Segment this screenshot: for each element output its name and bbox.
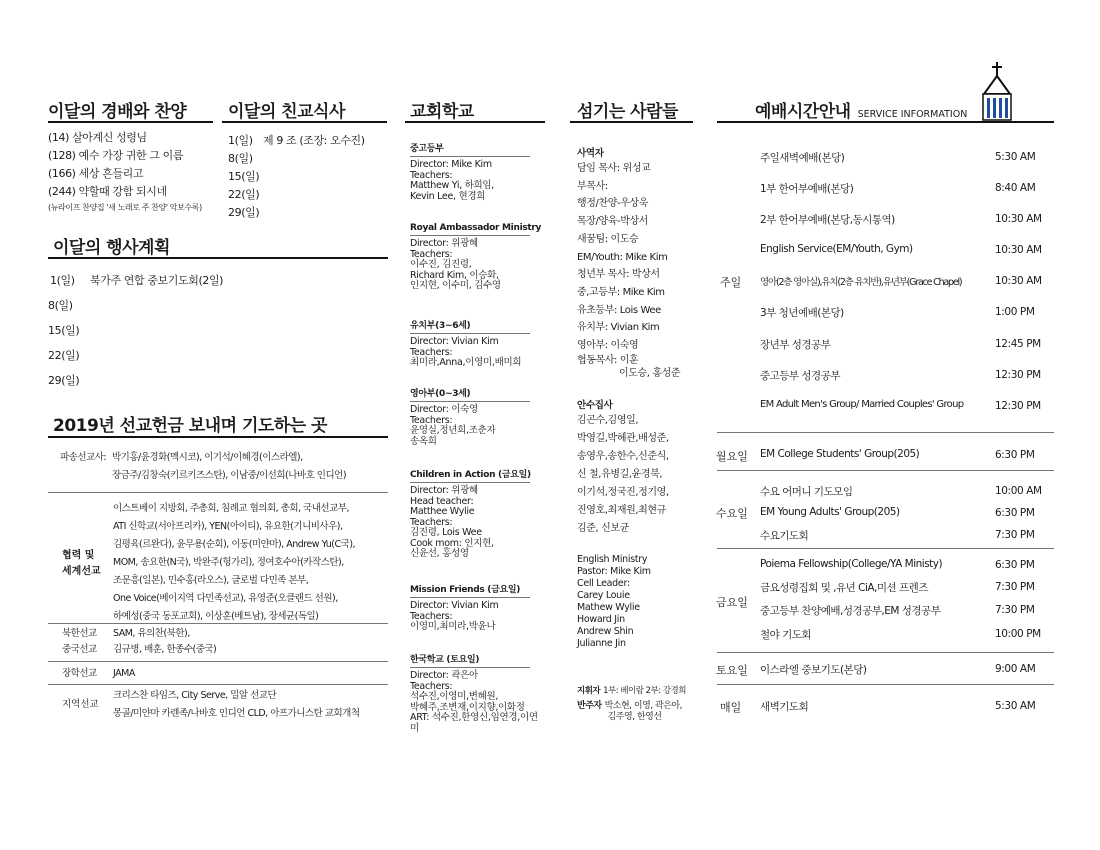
school-section: Royal Ambassador Ministry Director: 위광혜 Teachers: 이수진, 김진령, Richard Kim, 이승화, 인지현, 이수미, 김수영 bbox=[410, 223, 542, 291]
worship-item: (166) 세상 흔들리고 bbox=[48, 167, 144, 180]
mission-coop-line: 조문흥(일본), 민수홍(라오스), 글로벌 다민족 본부, bbox=[113, 575, 309, 586]
schedule-service: EM Young Adults' Group(205) bbox=[760, 506, 900, 518]
school-section-name: Royal Ambassador Ministry bbox=[410, 223, 542, 233]
mission-divider bbox=[48, 492, 388, 493]
fellowship-detail: 제 9 조 (조장: 오수진) bbox=[263, 134, 365, 147]
schedule-time: 12:30 PM bbox=[995, 400, 1041, 412]
fellowship-title-underline bbox=[222, 121, 387, 123]
schedule-day-daily: 매일 bbox=[720, 701, 742, 714]
schedule-service: EM Adult Men's Group/ Married Couples' Group bbox=[760, 399, 964, 410]
mission-local-list bbox=[113, 687, 360, 723]
mission-coop-label: 협력 및 세계선교 bbox=[62, 550, 101, 577]
school-section-name: 영아부(0~3세) bbox=[410, 389, 471, 399]
mission-dispatched bbox=[60, 449, 346, 485]
servers-em-list: English Ministry Pastor: Mike Kim Cell Leader: Carey Louie Mathew Wylie Howard Jin Andrew Shin Julianne Jin bbox=[577, 554, 651, 649]
schedule-day-monday: 월요일 bbox=[716, 450, 748, 463]
mission-coop-line: MOM, 송요한(N국), 박완주(헝가리), 정여호수아(카작스탄), bbox=[113, 557, 344, 568]
servers-title-underline bbox=[570, 121, 693, 123]
schedule-time: 6:30 PM bbox=[995, 449, 1035, 461]
worship-title-underline bbox=[48, 121, 213, 123]
fellowship-day: 8(일) bbox=[228, 152, 253, 165]
schedule-divider bbox=[717, 652, 1054, 653]
events-title: 이달의 행사계획 bbox=[53, 238, 170, 258]
servers-deacons-list: 김곤수,김영일, 박영길,박혜관,배성준, 송영우,송한수,신준식, 신 철,유병길,윤경북, 이기석,정국진,정기영, 진영호,최재원,최현규 김준, 신보균 bbox=[577, 415, 669, 534]
school-section-name: 중고등부 bbox=[410, 144, 444, 154]
schedule-time: 7:30 PM bbox=[995, 604, 1035, 616]
school-title-underline bbox=[405, 121, 545, 123]
fellowship-day: 1(일) bbox=[228, 134, 253, 147]
schedule-time: 7:30 PM bbox=[995, 581, 1035, 593]
school-section: 영아부(0~3세) Director: 이숙영 Teachers: 윤영실,정년희,조춘자 송옥희 bbox=[410, 386, 530, 447]
schedule-divider bbox=[717, 548, 1054, 549]
school-section: 중고등부 Director: Mike Kim Teachers: Matthew Yi, 하희임, Kevin Lee, 현경희 bbox=[410, 141, 530, 202]
event-date: 22(일) bbox=[48, 348, 80, 362]
mission-divider bbox=[48, 623, 388, 624]
mission-coop-line: ATI 신학교(서아프리카), YEN(아이티), 유요한(기니비사우), bbox=[113, 521, 343, 532]
school-title: 교회학교 bbox=[410, 102, 474, 122]
schedule-service: 2부 한어부예배(본당,동시통역) bbox=[760, 214, 895, 226]
event-text: 북가주 연합 중보기도회(2일) bbox=[90, 273, 224, 287]
fellowship-day: 22(일) bbox=[228, 188, 260, 201]
schedule-day-saturday: 토요일 bbox=[716, 664, 748, 677]
events-list bbox=[48, 268, 388, 393]
schedule-time: 6:30 PM bbox=[995, 559, 1035, 571]
worship-list bbox=[48, 129, 202, 215]
mission-dispatched-line: 장금주/김창숙(키르키즈스탄), 이남중/이선희(나바호 인디언) bbox=[112, 470, 347, 481]
mission-coop-line: 하예성(중국 동포교회), 이상훈(베트남), 장세균(독일) bbox=[113, 611, 319, 622]
event-date: 29(일) bbox=[48, 373, 80, 387]
schedule-time: 5:30 AM bbox=[995, 700, 1036, 712]
schedule-service: 중고등부 성경공부 bbox=[760, 370, 840, 382]
schedule-day-wednesday: 수요일 bbox=[716, 507, 748, 520]
servers-staff-header: 사역자 bbox=[577, 148, 604, 159]
schedule-time: 10:00 PM bbox=[995, 628, 1041, 640]
schedule-service: 영아(2층 영아실),유치(2층 유치반),유년부(Grace Chapel) bbox=[760, 277, 962, 288]
schedule-time: 12:45 PM bbox=[995, 338, 1041, 350]
mission-coop-line: 김평육(르완다), 윤무용(순회), 이동(미얀마), Andrew Yu(C국), bbox=[113, 539, 356, 550]
schedule-time: 8:40 AM bbox=[995, 182, 1036, 194]
schedule-service: 장년부 성경공부 bbox=[760, 339, 831, 351]
worship-item: (128) 예수 가장 귀한 그 이름 bbox=[48, 149, 184, 162]
schedule-service: 새벽기도회 bbox=[760, 701, 809, 713]
schedule-service: 3부 청년예배(본당) bbox=[760, 307, 844, 319]
schedule-divider bbox=[717, 684, 1054, 685]
servers-conductor: 지휘자 1부: 베이람 2부: 강경희 bbox=[577, 686, 686, 696]
schedule-header bbox=[755, 97, 967, 122]
schedule-service: 철야 기도회 bbox=[760, 629, 812, 641]
schedule-time: 6:30 PM bbox=[995, 507, 1035, 519]
mission-title-underline bbox=[48, 436, 388, 438]
school-section-name: 한국학교 (토요일) bbox=[410, 655, 480, 665]
event-date: 1(일) bbox=[50, 273, 75, 287]
fellowship-list bbox=[228, 132, 365, 222]
school-section: 한국학교 (토요일) Director: 곽은아 Teachers: 석수진,이영미,변혜원, 박혜주,조변재,이지향,이화정 ART: 석수진,한영신,임연경,이연미 bbox=[410, 652, 545, 734]
schedule-title: 예배시간안내 bbox=[755, 102, 851, 122]
schedule-time: 10:30 AM bbox=[995, 213, 1042, 225]
school-section: 유치부(3~6세) Director: Vivian Kim Teachers: 최미라,Anna,이영미,배미희 bbox=[410, 318, 530, 369]
schedule-title-underline bbox=[717, 121, 1054, 123]
fellowship-title: 이달의 친교식사 bbox=[228, 102, 345, 122]
events-title-underline bbox=[48, 257, 388, 259]
event-date: 8(일) bbox=[48, 298, 73, 312]
schedule-service: 이스라엘 중보기도(본당) bbox=[760, 664, 867, 676]
mission-dispatched-label: 파송선교사: bbox=[60, 452, 107, 463]
schedule-subtitle: SERVICE INFORMATION bbox=[857, 109, 968, 120]
schedule-service: 1부 한어부예배(본당) bbox=[760, 183, 854, 195]
mission-nk: 북한선교 SAM, 유의찬(북한), bbox=[62, 628, 190, 639]
school-section: Children in Action (금요일) Director: 위광혜 Head teacher: Matthee Wylie Teachers: 김진령, Lois Wee Cook mom: 인지현, 신윤선, 홍성영 bbox=[410, 467, 530, 560]
schedule-service: 수요 어머니 기도모임 bbox=[760, 486, 853, 498]
mission-title: 2019년 선교헌금 보내며 기도하는 곳 bbox=[53, 416, 327, 436]
servers-accompanist: 반주자 박소현, 이영, 곽은아, 김주영, 한영선 bbox=[577, 701, 682, 722]
mission-local-line: 크리스찬 타임즈, City Serve, 밀알 선교단 bbox=[113, 690, 277, 701]
worship-item: (14) 살아계신 성령님 bbox=[48, 131, 147, 144]
mission-coop-line: One Voice(베이지역 다민족선교), 유영준(오클랜드 선원), bbox=[113, 593, 338, 604]
mission-cn: 중국선교 김규병, 배훈, 한종수(중국) bbox=[62, 644, 217, 655]
schedule-time: 7:30 PM bbox=[995, 529, 1035, 541]
schedule-time: 5:30 AM bbox=[995, 151, 1036, 163]
worship-note: (뉴라이프 찬양집 '새 노래로 주 찬양' 악보수록) bbox=[48, 203, 202, 212]
schedule-service: EM College Students' Group(205) bbox=[760, 448, 920, 460]
church-icon bbox=[975, 60, 1019, 122]
worship-item: (244) 약할때 강함 되시네 bbox=[48, 185, 167, 198]
schedule-time: 9:00 AM bbox=[995, 663, 1036, 675]
schedule-time: 10:30 AM bbox=[995, 244, 1042, 256]
servers-deacons-header: 안수집사 bbox=[577, 400, 613, 411]
fellowship-day: 29(일) bbox=[228, 206, 260, 219]
schedule-day-friday: 금요일 bbox=[716, 596, 748, 609]
mission-local-line: 몽골/미얀마 카렌족/나바호 인디언 CLD, 아프가니스탄 교회개척 bbox=[113, 708, 360, 719]
schedule-service: 중고등부 찬양예배,성경공부,EM 성경공부 bbox=[760, 605, 941, 617]
schedule-divider bbox=[717, 470, 1054, 471]
worship-title: 이달의 경배와 찬양 bbox=[48, 102, 187, 122]
schedule-divider bbox=[717, 432, 1054, 433]
mission-coop-list bbox=[113, 500, 355, 626]
school-section-name: Mission Friends (금요일) bbox=[410, 585, 521, 595]
schedule-service: 주일새벽예배(본당) bbox=[760, 152, 845, 164]
mission-dispatched-line: 박기홍/윤경화(멕시코), 이기석/이혜경(이스라엘), bbox=[112, 452, 303, 463]
school-section: Mission Friends (금요일) Director: Vivian Kim Teachers: 이영미,최미라,박윤나 bbox=[410, 582, 530, 633]
school-section-name: 유치부(3~6세) bbox=[410, 321, 471, 331]
mission-coop-line: 이스트베이 지방회, 주총회, 침례교 협의회, 총회, 국내선교부, bbox=[113, 503, 349, 514]
event-date: 15(일) bbox=[48, 323, 80, 337]
schedule-service: 금요성령집회 및 ,유년 CiA,미션 프렌즈 bbox=[760, 582, 928, 594]
schedule-service: English Service(EM/Youth, Gym) bbox=[760, 243, 913, 255]
servers-title: 섬기는 사람들 bbox=[577, 102, 678, 122]
schedule-time: 1:00 PM bbox=[995, 306, 1035, 318]
servers-staff-list: 담임 목사: 위성교 부목사: 행정/찬양-우상욱 목장/양육-박상서 새꿈팀: 이도승 EM/Youth: Mike Kim 청년부 목사: 박상서 중,고등부: Mike Kim 유초등부: Lois Wee 유치부: Vivian Kim 영아부: 이숙영 협동목사: 이훈 이도승, 홍성준 bbox=[577, 163, 681, 379]
schedule-time: 10:30 AM bbox=[995, 275, 1042, 287]
schedule-day-sunday: 주일 bbox=[720, 276, 742, 289]
mission-divider bbox=[48, 684, 388, 685]
mission-divider bbox=[48, 661, 388, 662]
mission-local-label: 지역선교 bbox=[62, 699, 99, 710]
school-section-name: Children in Action (금요일) bbox=[410, 470, 531, 480]
schedule-service: Poiema Fellowship(College/YA Ministy) bbox=[760, 558, 943, 570]
mission-scholarship: 장학선교 JAMA bbox=[62, 668, 135, 679]
schedule-service: 수요기도회 bbox=[760, 530, 809, 542]
schedule-time: 10:00 AM bbox=[995, 485, 1042, 497]
schedule-time: 12:30 PM bbox=[995, 369, 1041, 381]
fellowship-day: 15(일) bbox=[228, 170, 260, 183]
